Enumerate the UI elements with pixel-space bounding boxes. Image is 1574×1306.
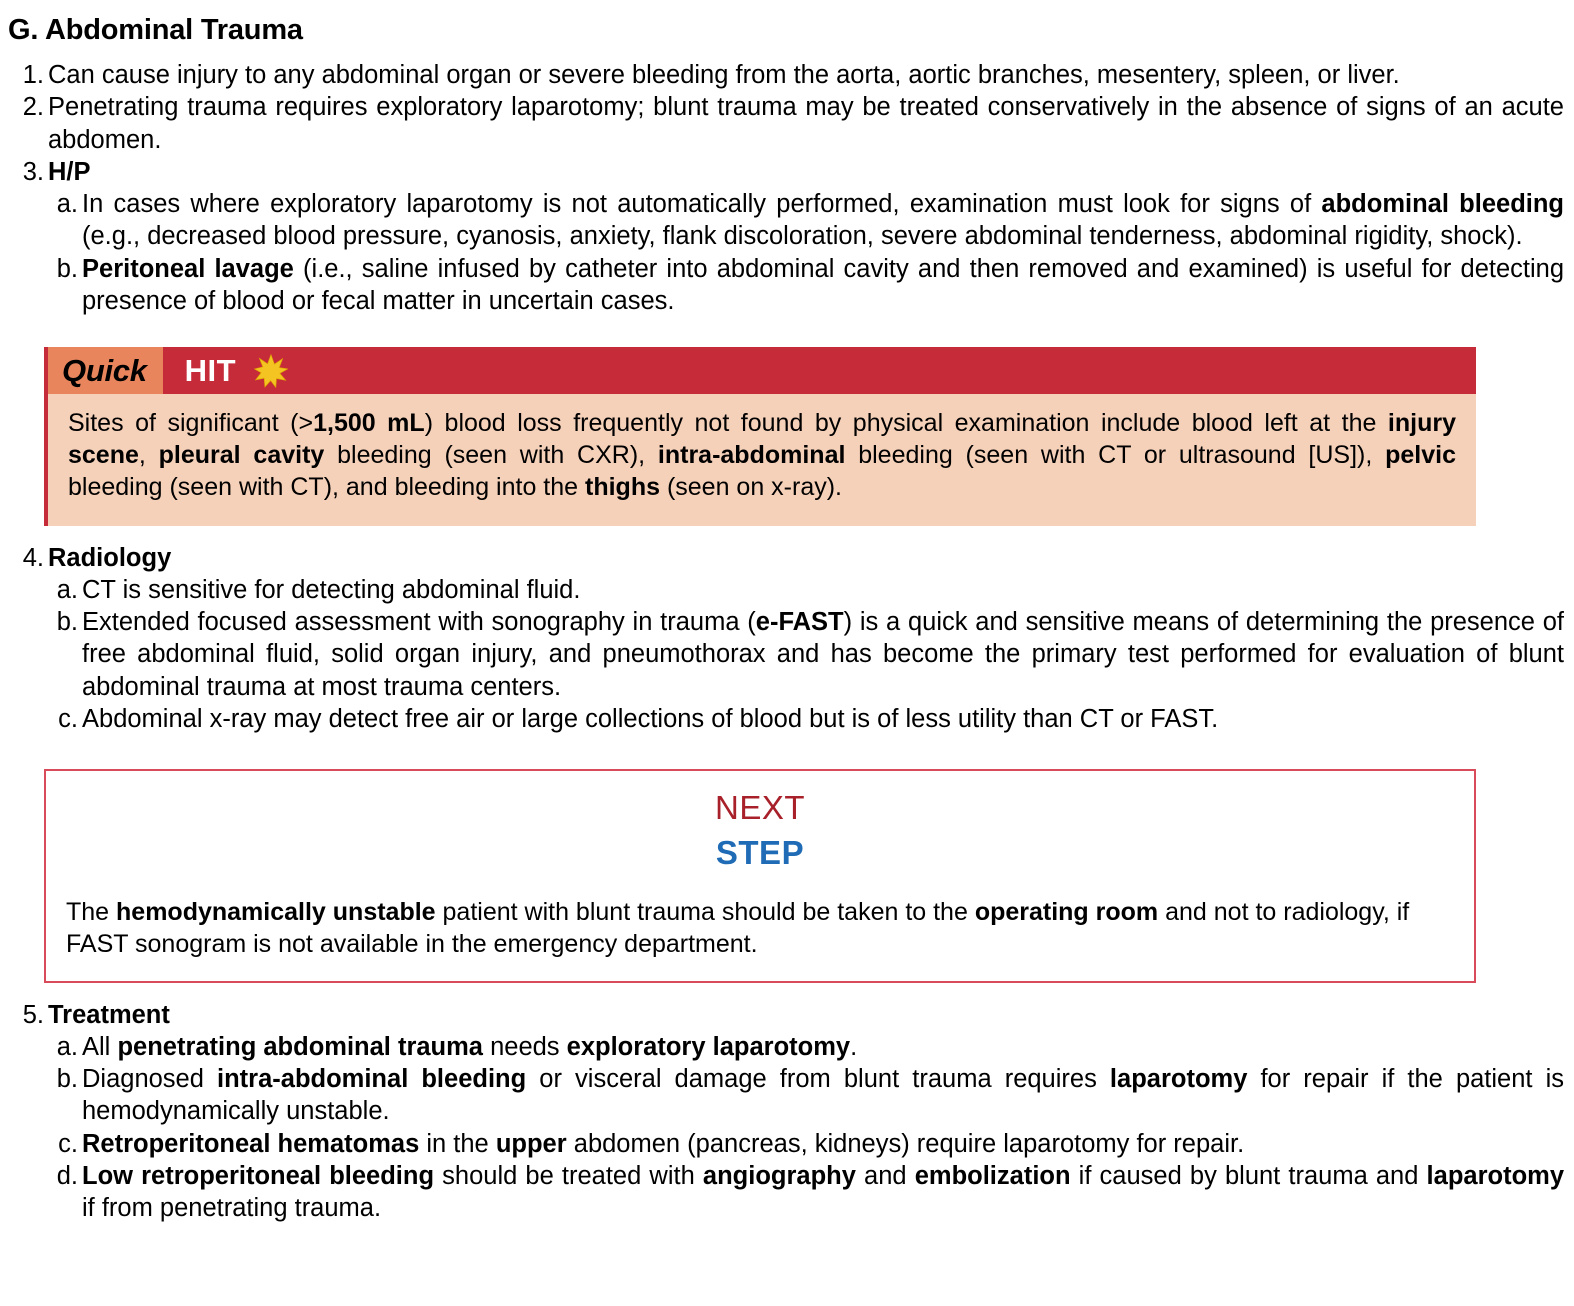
list-item-text: Penetrating trauma requires exploratory laparotomy; blunt trauma may be treated conservatively in the absence of signs of an acute abdomen. [48, 93, 1564, 154]
list-item-text: Can cause injury to any abdominal organ or severe bleeding from the aorta, aortic branches, mesentery, spleen, or liver. [48, 61, 1400, 89]
list-item-text: Abdominal x-ray may detect free air or large collections of blood but is of less utility than CT or FAST. [82, 704, 1219, 733]
list-marker: 3. [22, 157, 44, 186]
quick-hit-quick-label: Quick [48, 347, 163, 394]
list-item-text: Diagnosed intra-abdominal bleeding or visceral damage from blunt trauma requires laparotomy for repair if the patient is hemodynamically unstable. [82, 1065, 1565, 1126]
list-marker: a. [56, 190, 78, 218]
list-marker: b. [56, 254, 78, 283]
next-step-title [66, 789, 1454, 873]
next-step-callout [44, 769, 1476, 982]
quick-hit-hit-label: HIT [184, 353, 237, 388]
list-item [48, 188, 1564, 253]
list-item [14, 542, 1564, 574]
list-item-text: Extended focused assessment with sonography in trauma (e-FAST) is a quick and sensitive means of determining the presence of free abdominal fluid, solid organ injury, and pneumothorax and has become the primary test performed for evaluation of blunt abdominal trauma at most trauma centers. [82, 608, 1565, 701]
list-item-text: H/P [48, 157, 91, 186]
list-item-text: Retroperitoneal hematomas in the upper abdomen (pancreas, kidneys) require laparotomy for repair. [82, 1129, 1245, 1158]
list-item-text: CT is sensitive for detecting abdominal fluid. [82, 575, 581, 604]
list-item [48, 253, 1564, 318]
list-item [48, 1031, 1564, 1063]
list-item [48, 1063, 1564, 1128]
list-marker: 1. [22, 61, 44, 89]
list-marker: a. [56, 1032, 78, 1061]
radiology-title: Radiology [48, 543, 172, 572]
list-item [48, 1160, 1564, 1225]
treatment-title: Treatment [48, 1000, 170, 1029]
list-item-text: Low retroperitoneal bleeding should be treated with angiography and embolization if caused by blunt trauma and laparotomy if from penetrating trauma. [82, 1161, 1564, 1222]
quick-hit-callout [44, 347, 1476, 526]
list-item [48, 1128, 1564, 1160]
list-item [14, 91, 1564, 156]
list-item [14, 59, 1564, 91]
list-marker: c. [58, 704, 78, 733]
list-item-text: All penetrating abdominal trauma needs exploratory laparotomy. [82, 1032, 858, 1061]
list-item [14, 156, 1564, 188]
list-marker: b. [56, 608, 78, 637]
next-step-body: The hemodynamically unstable patient with blunt trauma should be taken to the operating room and not to radiology, if FAST sonogram is not available in the emergency department. [66, 898, 1410, 958]
list-item [48, 703, 1564, 735]
starburst-icon [236, 347, 288, 394]
page-title: G. Abdominal Trauma [8, 14, 303, 46]
list-marker: d. [56, 1161, 78, 1190]
next-step-step-label: STEP [715, 834, 805, 872]
list-item [48, 574, 1564, 606]
list-marker: 2. [22, 93, 44, 122]
list-item [48, 606, 1564, 703]
next-step-next-label: NEXT [714, 789, 805, 827]
quick-hit-header [48, 347, 1476, 394]
quick-hit-body: Sites of significant (>1,500 mL) blood loss frequently not found by physical examination include blood left at the injury scene, pleural cavity bleeding (seen with CXR), intra-abdominal bleeding (seen with CT or ultrasound [US]), pelvic bleeding (seen with CT), and bleeding into the thighs (seen on x-ray). [68, 409, 1456, 501]
list-marker: 5. [22, 1000, 44, 1029]
list-item-text: In cases where exploratory laparotomy is not automatically performed, examination must look for signs of abdominal bleeding (e.g., decreased blood pressure, cyanosis, anxiety, flank discoloration, severe abdominal tenderness, abdominal rigidity, shock). [82, 190, 1565, 251]
list-item [14, 999, 1564, 1031]
list-item-text: Peritoneal lavage (i.e., saline infused by catheter into abdominal cavity and then removed and examined) is useful for detecting presence of blood or fecal matter in uncertain cases. [82, 254, 1565, 315]
list-marker: c. [58, 1129, 78, 1158]
list-marker: 4. [22, 543, 44, 572]
list-marker: b. [56, 1065, 78, 1093]
list-marker: a. [56, 575, 78, 604]
